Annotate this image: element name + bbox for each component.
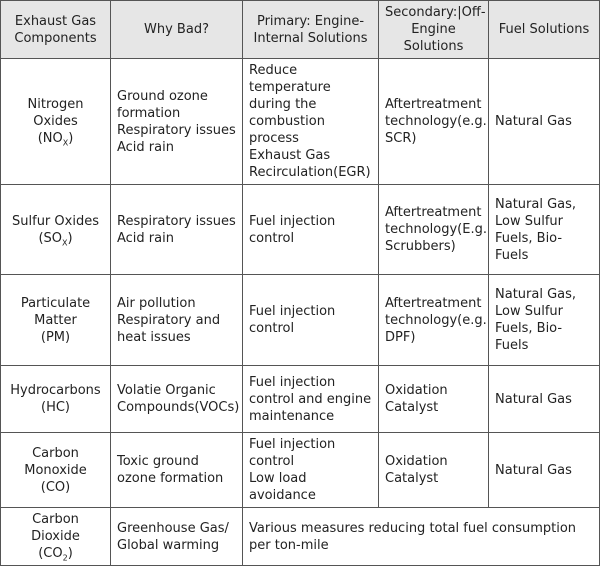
why-bad-line: Acid rain <box>117 139 174 155</box>
why-bad-cell <box>111 366 243 433</box>
component-cell <box>1 275 111 366</box>
why-bad-line: Air pollution <box>117 295 196 311</box>
secondary-cell: Aftertreatment technology(E.g. Scrubbers) <box>379 185 489 275</box>
primary-cell <box>243 275 379 366</box>
primary-line: Reduce temperature during the combustion process <box>249 63 331 146</box>
component-name: Carbon Monoxide <box>24 445 87 478</box>
table-header-row <box>1 1 600 59</box>
table-row <box>1 59 600 185</box>
primary-line: Fuel injection control <box>249 437 336 469</box>
primary-cell <box>243 366 379 433</box>
header-primary: Primary: Engine-Internal Solutions <box>243 1 379 59</box>
primary-line: Exhaust Gas Recirculation(EGR) <box>249 148 371 180</box>
why-bad-line: Volatie Organic Compounds(VOCs) <box>117 383 240 415</box>
secondary-cell: Aftertreatment technology(e.g. DPF) <box>379 275 489 366</box>
fuel-cell: Natural Gas <box>489 366 600 433</box>
secondary-cell: Oxidation Catalyst <box>379 433 489 508</box>
why-bad-line: Toxic ground ozone formation <box>117 454 224 486</box>
component-cell <box>1 185 111 275</box>
why-bad-cell <box>111 433 243 508</box>
why-bad-line: Respiratory issues <box>117 122 236 138</box>
component-formula: (PM) <box>40 329 71 345</box>
component-formula: (HC) <box>40 400 70 415</box>
why-bad-line: Respiratory issues <box>117 213 236 229</box>
why-bad-cell <box>111 59 243 185</box>
why-bad-line: Ground ozone formation <box>117 88 208 121</box>
component-name: Sulfur Oxides <box>12 213 99 229</box>
fuel-cell: Natural Gas <box>489 433 600 508</box>
component-name: Carbon Dioxide <box>31 512 80 544</box>
primary-cell <box>243 59 379 185</box>
secondary-cell: Aftertreatment technology(e.g. SCR) <box>379 59 489 185</box>
why-bad-line: Respiratory and heat issues <box>117 312 221 345</box>
header-why-bad: Why Bad? <box>111 1 243 59</box>
table-row <box>1 366 600 433</box>
component-formula: $(SO_X)$ <box>38 230 73 248</box>
component-formula: $(CO_2)$ <box>38 546 73 563</box>
primary-cell <box>243 433 379 508</box>
component-name: Nitrogen Oxides <box>27 97 84 129</box>
component-cell <box>1 433 111 508</box>
fuel-cell: Natural Gas <box>489 59 600 185</box>
why-bad-cell <box>111 185 243 275</box>
table-row <box>1 433 600 508</box>
primary-line: Fuel injection control and engine maintenance <box>249 374 372 424</box>
header-fuel: Fuel Solutions <box>489 1 600 59</box>
primary-line: Fuel injection control <box>249 213 336 246</box>
secondary-cell: Oxidation Catalyst <box>379 366 489 433</box>
component-cell <box>1 59 111 185</box>
primary-line: Low load avoidance <box>249 471 316 503</box>
component-cell <box>1 366 111 433</box>
table-row <box>1 185 600 275</box>
component-formula: (CO) <box>40 479 71 495</box>
component-name: Particulate Matter <box>20 295 91 328</box>
fuel-cell: Natural Gas, Low Sulfur Fuels, Bio-Fuels <box>489 275 600 366</box>
merged-solutions-cell: Various measures reducing total fuel consumption per ton-mile <box>243 508 600 566</box>
primary-cell <box>243 185 379 275</box>
table-row <box>1 275 600 366</box>
component-formula: $(NO_X)$ <box>37 131 74 148</box>
primary-line: Fuel injection control <box>249 304 336 336</box>
why-bad-line: Acid rain <box>117 230 174 246</box>
header-secondary: Secondary:|Off-Engine Solutions <box>379 1 489 59</box>
header-components: Exhaust Gas Components <box>1 1 111 59</box>
component-name: Hydrocarbons <box>10 383 101 398</box>
why-bad-line: Greenhouse Gas/ Global warming <box>117 520 229 553</box>
why-bad-cell <box>111 275 243 366</box>
fuel-cell: Natural Gas, Low Sulfur Fuels, Bio-Fuels <box>489 185 600 275</box>
